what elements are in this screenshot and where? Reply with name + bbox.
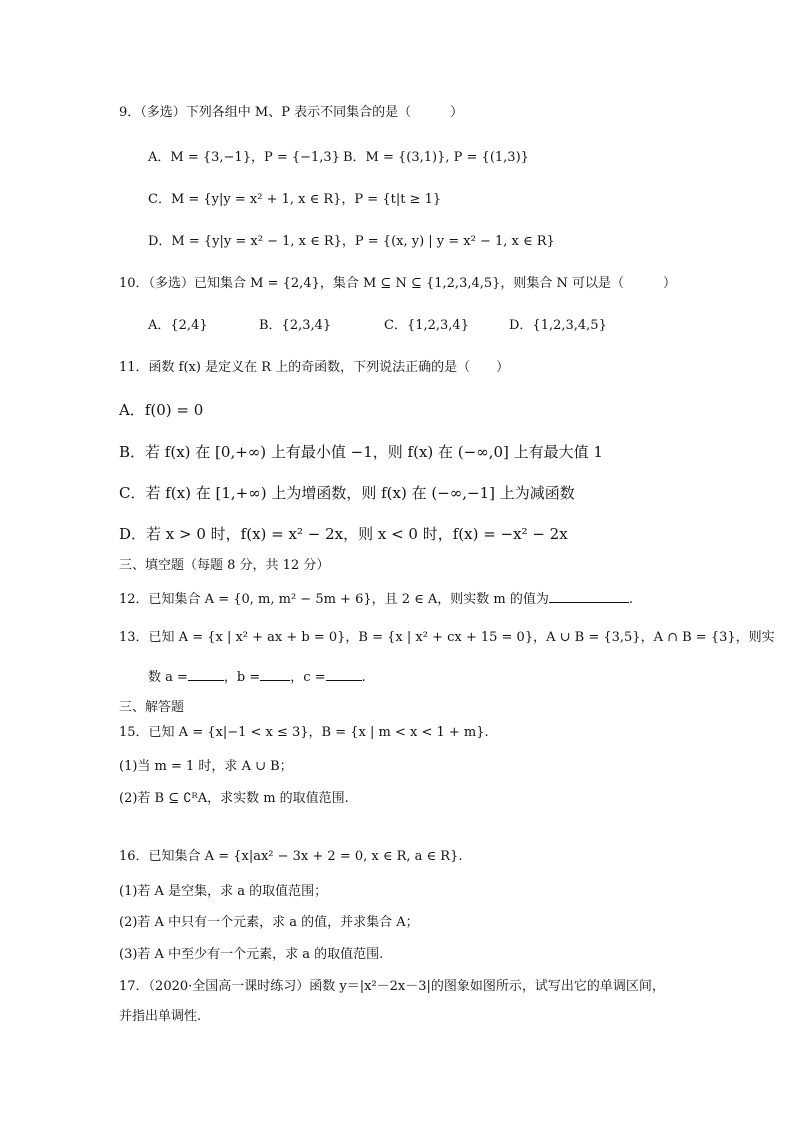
q9-option-a: A．M = {3,−1}，P = {−1,3} <box>148 150 340 165</box>
q10-option-a: A．{2,4} <box>148 318 208 333</box>
q12-end: . <box>628 592 634 607</box>
q16-part-1: (1)若 A 是空集，求 a 的取值范围； <box>119 884 328 899</box>
q10-option-d: D．{1,2,3,4,5} <box>509 318 607 333</box>
q16-part-2: (2)若 A 中只有一个元素，求 a 的值，并求集合 A； <box>119 915 419 930</box>
q15-stem: 15．已知 A = {x|−1 < x ≤ 3}，B = {x | m < x < 1 + m}. <box>119 725 489 740</box>
q13-a-label: 数 a = <box>148 670 188 685</box>
q9-option-b: B．M = {(3,1)}, P = {(1,3)} <box>343 150 529 165</box>
q13-line2 <box>148 666 366 688</box>
q17-line1: 17．（2020·全国高一课时练习）函数 y＝|x²－2x－3|的图象如图所示，试写出它的单调区间， <box>119 979 665 994</box>
q11-stem: 11．函数 f(x) 是定义在 R 上的奇函数，下列说法正确的是（ ） <box>119 360 510 375</box>
q12-text: 12．已知集合 A = {0, m, m² − 5m + 6}，且 2 ∈ A，则实数 m 的值为 <box>119 592 549 607</box>
q11-option-a: A．f(0) = 0 <box>119 401 204 419</box>
q15-part-1: (1)当 m = 1 时，求 A ∪ B； <box>119 759 293 774</box>
q9-option-c: C．M = {y|y = x² + 1, x ∈ R}，P = {t|t ≥ 1} <box>148 192 442 207</box>
q13-b-label: ，b = <box>223 670 261 685</box>
q12-line <box>119 588 633 610</box>
q11-option-d: D．若 x > 0 时，f(x) = x² − 2x，则 x < 0 时，f(x) = −x² − 2x <box>119 525 568 543</box>
q16-part-3: (3)若 A 中至少有一个元素，求 a 的取值范围. <box>119 947 384 962</box>
q11-option-b: B．若 f(x) 在 [0,+∞) 上有最小值 −1，则 f(x) 在 (−∞,0] 上有最大值 1 <box>119 443 603 461</box>
q10-stem: 10．（多选）已知集合 M = {2,4}，集合 M ⊆ N ⊆ {1,2,3,4,5}，则集合 N 可以是（ ） <box>119 276 677 291</box>
q13-line1: 13．已知 A = {x | x² + ax + b = 0}，B = {x | x² + cx + 15 = 0}，A ∪ B = {3,5}，A ∩ B = {3}，则实 <box>119 630 775 645</box>
q13-b-blank[interactable] <box>260 666 290 681</box>
q13-end: . <box>361 670 366 685</box>
section-heading-solve: 三、解答题 <box>119 700 185 715</box>
q9-stem: 9．（多选）下列各组中 M、P 表示不同集合的是（ ） <box>119 105 464 120</box>
q16-stem: 16．已知集合 A = {x|ax² − 3x + 2 = 0, x ∈ R, a ∈ R}. <box>119 849 463 864</box>
q11-option-c: C．若 f(x) 在 [1,+∞) 上为增函数，则 f(x) 在 (−∞,−1] 上为减函数 <box>119 484 575 502</box>
q13-a-blank[interactable] <box>188 666 224 681</box>
q17-line2: 并指出单调性. <box>119 1009 202 1024</box>
q12-answer-blank[interactable] <box>549 588 629 603</box>
q10-option-c: C．{1,2,3,4} <box>384 318 469 333</box>
q10-option-b: B．{2,3,4} <box>259 318 332 333</box>
q13-c-label: ，c = <box>290 670 326 685</box>
q15-part-2: (2)若 B ⊆ ∁ᴿA，求实数 m 的取值范围. <box>119 791 349 806</box>
section-heading-fill-in: 三、填空题（每题 8 分，共 12 分） <box>119 558 330 573</box>
q13-c-blank[interactable] <box>326 666 362 681</box>
q9-option-d: D．M = {y|y = x² − 1, x ∈ R}，P = {(x, y) | y = x² − 1, x ∈ R} <box>148 234 555 249</box>
